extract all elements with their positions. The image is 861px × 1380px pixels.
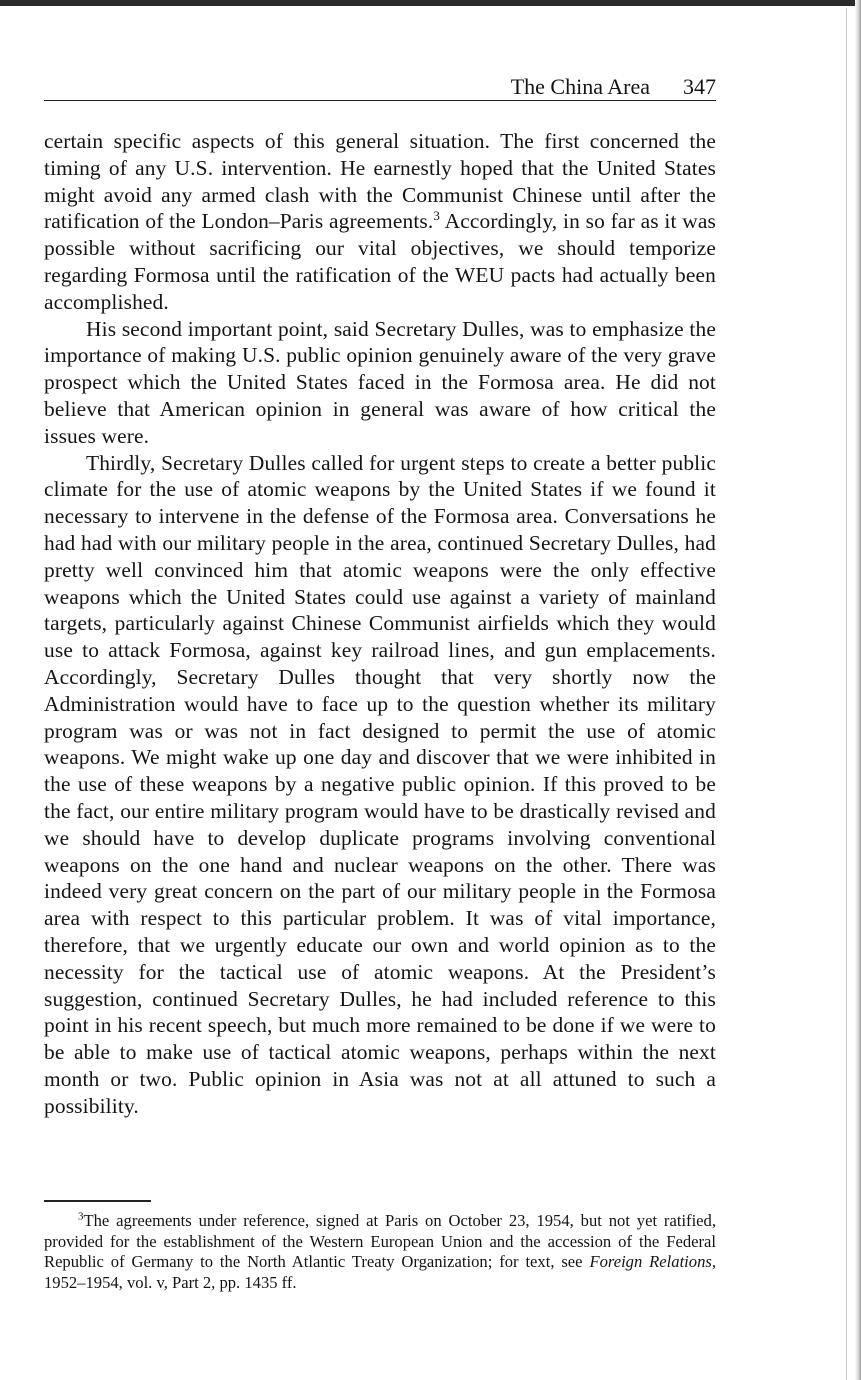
running-head-title: The China Area — [510, 74, 650, 99]
footnote-number: 3 — [78, 1210, 84, 1223]
footnote-text: The agreements under reference, signed at Paris on October 23, 1954, but not yet ratified, provided for the establishment of the Western European Union and the accession of the Federal Republic of Germany to the North Atlantic Treaty Organization; for text, see — [44, 1211, 716, 1272]
footnote-text-continued: 1952–1954, vol. v, Part 2, pp. 1435 ff. — [44, 1272, 297, 1292]
footnote-italic-title: Foreign Relations, — [589, 1252, 716, 1272]
footnote-reference: 3 — [433, 208, 441, 224]
running-head — [44, 74, 716, 101]
top-scan-border — [0, 0, 861, 6]
page-edge-shadow — [855, 0, 861, 1380]
paragraph-2: His second important point, said Secretary Dulles, was to emphasize the importance of making U.S. public opinion genuinely aware of the very grave prospect which the United States faced in the Formosa area. He did not believe that American opinion in general was aware of how critical the issues were. — [44, 316, 716, 448]
paragraph-1-text-continued: Accordingly, in so far as it was possible without sacrificing our vital objectives, we should temporize regarding Formosa until the ratification of the WEU pacts had actually been accomplished. — [44, 209, 717, 314]
body-text — [44, 128, 716, 1119]
paragraph-3: Thirdly, Secretary Dulles called for urgent steps to create a better public climate for the use of atomic weapons by the United States if we found it necessary to intervene in the defense of the Formosa area. Conversations he had had with our military people in the area, continued Secretary Dulles, had pretty well convinced him that atomic weapons were the only effective weapons which the United States could use against a variety of mainland targets, particularly against Chinese Communist airfields which they would use to attack Formosa, against key railroad lines, and gun emplacements. Accordingly, Secretary Dulles thought that very shortly now the Administration would have to face up to the question whether its military program was or was not in fact designed to permit the use of atomic weapons. We might wake up one day and discover that we were inhibited in the use of these weapons by a negative public opinion. If this proved to be the fact, our entire military program would have to be drastically revised and we should have to develop duplicate programs involving conventional weapons on the one hand and nuclear weapons on the other. There was indeed very great concern on the part of our military people in the Formosa area with respect to this particular problem. It was of vital importance, therefore, that we urgently educate our own and world opinion as to the necessity for the tactical use of atomic weapons. At the President’s suggestion, continued Secretary Dulles, he had included reference to this point in his recent speech, but much more remained to be done if we were to be able to make use of tactical atomic weapons, perhaps within the next month or two. Public opinion in Asia was not at all attuned to such a possibility. — [44, 450, 716, 1118]
paragraph-1-text: certain specific aspects of this general situation. The first concerned the timing of any U.S. intervention. He earnestly hoped that the United States might avoid any armed clash with the Communist Chinese until after the ratification of the London–Paris agreements. — [44, 129, 716, 234]
footnote-divider — [44, 1200, 151, 1202]
page-edge-line — [846, 8, 847, 1380]
footnote — [44, 1211, 716, 1293]
page-number: 347 — [683, 74, 716, 99]
paragraph-1 — [44, 128, 716, 316]
